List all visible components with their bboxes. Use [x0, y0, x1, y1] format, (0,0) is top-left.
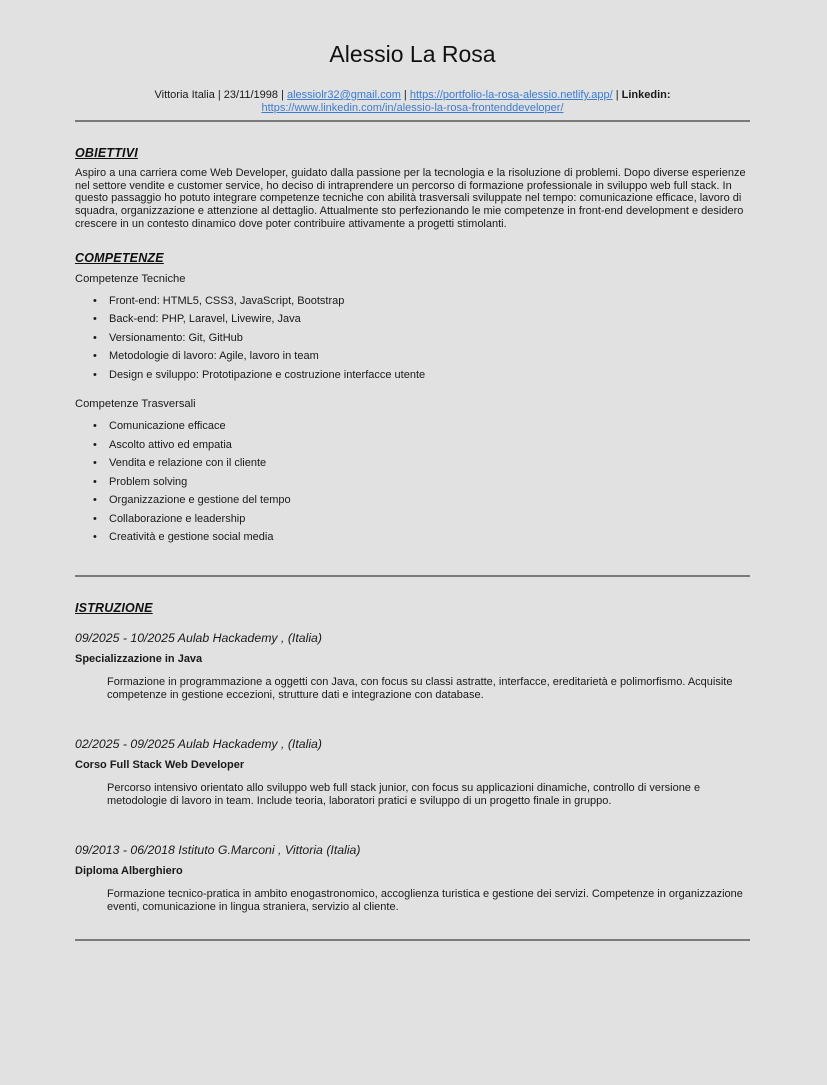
list-item-text: Front-end: HTML5, CSS3, JavaScript, Bootstrap — [109, 294, 345, 307]
education-description: Formazione tecnico-pratica in ambito enogastronomico, accoglienza turistica e gestione dei servizi. Competenze in organizzazione eventi, comunicazione in lingua straniera, servizio al cliente. — [107, 887, 743, 913]
linkedin-label: Linkedin: — [621, 89, 671, 101]
separator: | — [400, 89, 410, 101]
bullet-icon: • — [93, 494, 97, 507]
list-item — [75, 439, 750, 458]
education-degree: Corso Full Stack Web Developer — [75, 758, 245, 771]
list-item — [75, 420, 750, 439]
bullet-icon: • — [93, 420, 97, 433]
resume-page — [75, 0, 750, 941]
education-heading: 09/2013 - 06/2018 Istituto G.Marconi , Vittoria (Italia) — [75, 842, 361, 857]
list-item-text: Design e sviluppo: Prototipazione e costruzione interfacce utente — [109, 368, 426, 381]
objective-text: Aspiro a una carriera come Web Developer, guidato dalla passione per la tecnologia e la risoluzione di problemi. Dopo diverse esperienze nel settore vendite e customer service, ho deciso di intraprendere un percorso di formazione professionale in sviluppo web full stack. In questo passaggio ho potuto integrare competenze tecniche con abilità trasversali sviluppate nel tempo: comunicazione efficace, lavoro di squadra, organizzazione e attenzione al dettaglio. Attualmente sto perfezionando le mie competenze in front-end development e desidero crescere in un contesto dinamico dove poter contribuire attivamente a progetti stimolanti. — [75, 167, 746, 230]
list-item — [75, 332, 750, 351]
bullet-icon: • — [93, 294, 97, 307]
education-degree: Specializzazione in Java — [75, 652, 203, 665]
divider — [75, 575, 750, 577]
bullet-icon: • — [93, 531, 97, 544]
section-title-obiettivi: OBIETTIVI — [75, 146, 138, 160]
list-item-text: Problem solving — [109, 475, 188, 488]
education-description: Formazione in programmazione a oggetti con Java, con focus su classi astratte, interfacce, ereditarietà e polimorfismo. Acquisite competenze in gestione eccezioni, strutture dati e integrazione con database. — [107, 675, 733, 701]
linkedin-link[interactable]: https://www.linkedin.com/in/alessio-la-rosa-frontenddeveloper/ — [261, 102, 564, 114]
page-title: Alessio La Rosa — [329, 41, 496, 67]
divider — [75, 120, 750, 122]
list-item — [75, 313, 750, 332]
bullet-icon: • — [93, 457, 97, 470]
bullet-icon: • — [93, 512, 97, 525]
divider — [75, 939, 750, 941]
separator: | — [612, 89, 622, 101]
bullet-icon: • — [93, 331, 97, 344]
bullet-icon: • — [93, 368, 97, 381]
education-heading: 02/2025 - 09/2025 Aulab Hackademy , (Italia) — [75, 736, 322, 751]
education-entry — [75, 843, 750, 914]
portfolio-link[interactable]: https://portfolio-la-rosa-alessio.netlify.app/ — [409, 89, 613, 101]
section-title-istruzione: ISTRUZIONE — [75, 600, 153, 615]
education-list — [75, 631, 750, 914]
list-item — [75, 494, 750, 513]
list-item — [75, 369, 750, 388]
list-item — [75, 350, 750, 369]
list-item-text: Versionamento: Git, GitHub — [109, 331, 243, 344]
soft-skills-list — [75, 420, 750, 550]
list-item-text: Ascolto attivo ed empatia — [109, 438, 232, 451]
list-item-text: Back-end: PHP, Laravel, Livewire, Java — [109, 313, 301, 326]
list-item-text: Metodologie di lavoro: Agile, lavoro in team — [109, 350, 319, 363]
list-item-text: Comunicazione efficace — [109, 420, 226, 433]
section-title-competenze: COMPETENZE — [75, 250, 164, 265]
education-entry — [75, 631, 750, 702]
list-item — [75, 476, 750, 495]
location-dob: Vittoria Italia | 23/11/1998 | — [154, 89, 287, 101]
list-item-text: Organizzazione e gestione del tempo — [109, 494, 291, 507]
list-item — [75, 513, 750, 532]
bullet-icon: • — [93, 313, 97, 326]
list-item-text: Creatività e gestione social media — [109, 531, 274, 544]
technical-skills-list — [75, 295, 750, 388]
bullet-icon: • — [93, 438, 97, 451]
education-description: Percorso intensivo orientato allo sviluppo web full stack junior, con focus su applicazioni dinamiche, controllo di versione e metodologie di lavoro in team. Include teoria, laboratori pratici e sviluppo di un progetto finale in gruppo. — [107, 781, 701, 807]
skills-soft-label: Competenze Trasversali — [75, 398, 196, 411]
education-degree: Diploma Alberghiero — [75, 864, 183, 877]
list-item — [75, 531, 750, 550]
skills-technical-label: Competenze Tecniche — [75, 272, 186, 285]
list-item-text: Vendita e relazione con il cliente — [109, 457, 267, 470]
bullet-icon: • — [93, 475, 97, 488]
list-item — [75, 295, 750, 314]
list-item — [75, 457, 750, 476]
email-link[interactable]: alessiolr32@gmail.com — [287, 89, 401, 101]
education-entry — [75, 737, 750, 808]
education-heading: 09/2025 - 10/2025 Aulab Hackademy , (Italia) — [75, 630, 322, 645]
list-item-text: Collaborazione e leadership — [109, 512, 246, 525]
bullet-icon: • — [93, 350, 97, 363]
contact-line — [75, 89, 750, 115]
